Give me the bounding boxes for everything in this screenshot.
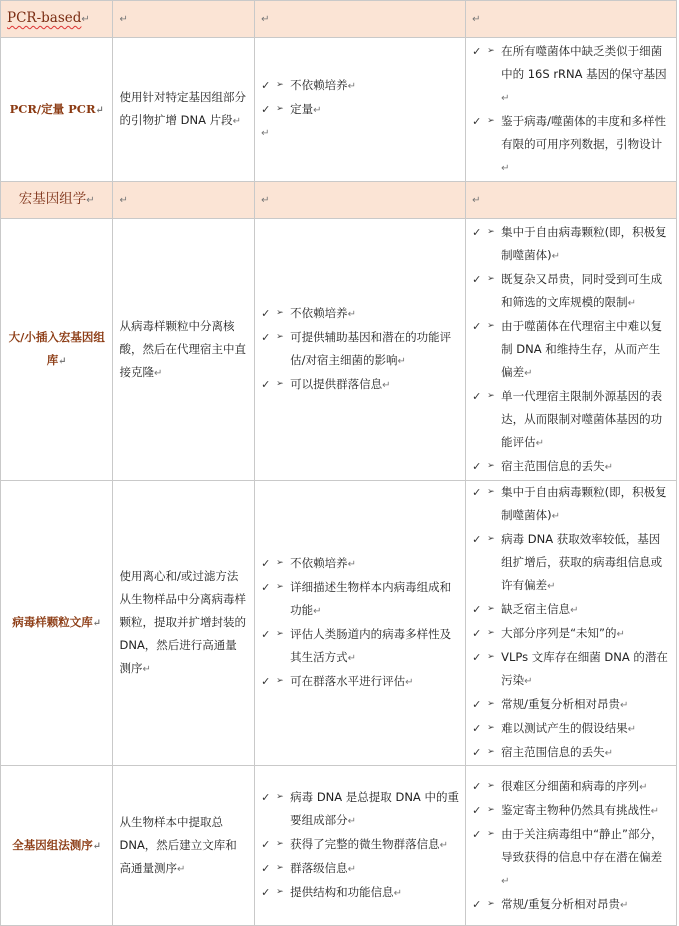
arrow-bullet-icon: ➢	[276, 792, 284, 802]
advantages-cell	[255, 38, 466, 182]
arrow-bullet-icon: ➢	[276, 629, 284, 639]
check-icon: ✓	[261, 791, 271, 804]
list-item-text: 宿主范围信息的丢失	[501, 458, 605, 473]
check-icon: ✓	[472, 897, 482, 911]
arrow-bullet-icon: ➢	[276, 332, 284, 342]
check-icon: ✓	[472, 627, 482, 640]
paragraph-mark: ↵	[619, 899, 629, 911]
list-item	[472, 741, 670, 765]
paragraph-mark: ↵	[313, 606, 322, 617]
check-icon: ✓	[261, 886, 271, 899]
paragraph-mark: ↵	[313, 105, 322, 116]
check-icon: ✓	[261, 675, 271, 688]
check-icon: ✓	[472, 827, 482, 841]
paragraph-mark: ↵	[551, 250, 560, 262]
advantages-cell	[255, 219, 466, 481]
check-icon: ✓	[472, 533, 482, 546]
method-row-pcr	[1, 38, 677, 182]
paragraph-mark: ↵	[524, 367, 533, 379]
list-item	[472, 693, 670, 717]
check-icon: ✓	[261, 307, 271, 320]
arrow-bullet-icon: ➢	[487, 226, 495, 237]
list-item-text: 集中于自由病毒颗粒(即，积极复制噬菌体)	[501, 224, 667, 262]
advantages-list	[261, 786, 459, 905]
arrow-bullet-icon: ➢	[487, 898, 495, 909]
check-icon: ✓	[472, 486, 482, 499]
check-icon: ✓	[472, 225, 482, 239]
arrow-bullet-icon: ➢	[276, 558, 284, 568]
list-item	[472, 598, 670, 622]
list-item-text: 病毒 DNA 获取效率较低，基因组扩增后，获取的病毒组信息或许有偏差	[501, 532, 663, 592]
method-name: PCR/定量 PCR↵	[1, 38, 113, 182]
check-icon: ✓	[472, 44, 482, 58]
paragraph-mark: ↵	[604, 461, 613, 473]
check-icon: ✓	[261, 103, 271, 116]
list-item-text: 在所有噬菌体中缺乏类似于细菌中的 16S rRNA 基因的保守基因	[501, 43, 667, 81]
list-item-text: 既复杂又昂贵，同时受到可生成和筛选的文库规模的限制	[501, 271, 663, 309]
paragraph-mark: ↵	[627, 724, 636, 735]
list-item-text: 难以测试产生的假设结果	[501, 721, 628, 735]
list-item-text: 由于噬菌体在代理宿主中难以复制 DNA 和维持生存，从而产生偏差	[501, 318, 663, 379]
paragraph-mark: ↵	[535, 437, 544, 449]
check-icon: ✓	[261, 79, 271, 92]
arrow-bullet-icon: ➢	[487, 390, 495, 401]
arrow-bullet-icon: ➢	[487, 320, 495, 331]
arrow-bullet-icon: ➢	[276, 308, 284, 318]
method-description: 使用针对特定基因组部分的引物扩增 DNA 片段↵	[113, 38, 255, 182]
list-item-text: 群落级信息	[290, 861, 348, 875]
section-row-metagenomics: 宏基因组学↵ ↵ ↵ ↵	[1, 182, 677, 219]
list-item	[261, 670, 459, 694]
list-item	[472, 221, 670, 268]
arrow-bullet-icon: ➢	[487, 780, 495, 791]
arrow-bullet-icon: ➢	[487, 460, 495, 471]
list-item	[261, 74, 459, 98]
list-item-text: 鉴于病毒/噬菌体的丰度和多样性有限的可用序列数据，引物设计	[501, 113, 666, 151]
list-item-text: 提供结构和功能信息	[290, 885, 394, 899]
arrow-bullet-icon: ➢	[487, 604, 495, 614]
arrow-bullet-icon: ➢	[487, 534, 495, 544]
list-item-text: 常规/重复分析相对昂贵	[501, 697, 620, 711]
check-icon: ✓	[472, 272, 482, 286]
list-item	[261, 786, 459, 833]
list-item	[472, 528, 670, 598]
list-item-text: 大部分序列是“未知”的	[501, 626, 617, 640]
arrow-bullet-icon: ➢	[487, 45, 495, 56]
list-item	[472, 717, 670, 741]
list-item-text: 评估人类肠道内的病毒多样性及其生活方式	[290, 627, 452, 664]
paragraph-mark: ↵	[501, 875, 510, 887]
arrow-bullet-icon: ➢	[276, 379, 284, 389]
list-item	[261, 576, 459, 623]
paragraph-mark: ↵	[501, 162, 510, 174]
arrow-bullet-icon: ➢	[487, 804, 495, 815]
list-item	[472, 799, 670, 823]
list-item-text: 宿主范围信息的丢失	[501, 745, 605, 759]
arrow-bullet-icon: ➢	[276, 863, 284, 873]
list-item-text: 病毒 DNA 是总提取 DNA 中的重要组成部分	[290, 790, 459, 827]
check-icon: ✓	[261, 557, 271, 570]
arrow-bullet-icon: ➢	[487, 828, 495, 839]
list-item-text: 单一代理宿主限制外源基因的表达，从而限制对噬菌体基因的功能评估	[501, 388, 663, 449]
list-item	[261, 833, 459, 857]
paragraph-mark: ↵	[347, 81, 357, 92]
check-icon: ✓	[472, 698, 482, 711]
paragraph-mark: ↵	[347, 559, 357, 570]
method-name: 全基因组法测序↵	[1, 766, 113, 926]
method-description: 使用离心和/或过滤方法从生物样品中分离病毒样颗粒，提取并扩增封装的 DNA，然后进行高通量测序↵	[113, 481, 255, 766]
limitations-list	[472, 221, 670, 479]
list-item-text: 可以提供群落信息	[290, 377, 383, 391]
paragraph-mark: ↵	[616, 629, 625, 640]
paragraph-mark: ↵	[439, 840, 449, 851]
paragraph-mark: ↵	[639, 781, 648, 793]
list-item	[472, 385, 670, 455]
check-icon: ✓	[261, 581, 271, 594]
method-row-insert-library	[1, 219, 677, 481]
list-item	[472, 268, 670, 315]
advantages-cell	[255, 766, 466, 926]
paragraph-mark: ↵	[397, 356, 406, 367]
check-icon: ✓	[472, 114, 482, 128]
paragraph-mark: ↵	[347, 309, 357, 320]
limitations-cell	[466, 38, 677, 182]
list-item	[472, 823, 670, 893]
method-name: 大/小插入宏基因组库↵	[1, 219, 113, 481]
section-title-pcr: PCR-based↵	[1, 1, 113, 38]
list-item	[472, 481, 670, 528]
list-item	[261, 881, 459, 905]
paragraph-mark: ↵	[347, 816, 357, 827]
arrow-bullet-icon: ➢	[487, 115, 495, 126]
arrow-bullet-icon: ➢	[487, 747, 495, 757]
paragraph-mark: ↵	[604, 748, 613, 759]
list-item-text: 由于关注病毒组中“静止”部分，导致获得的信息中存在潜在偏差	[501, 826, 663, 864]
list-item	[261, 326, 459, 373]
method-description: 从病毒样颗粒中分离核酸，然后在代理宿主中直接克隆↵	[113, 219, 255, 481]
paragraph-mark: ↵	[347, 864, 357, 875]
check-icon: ✓	[472, 319, 482, 333]
arrow-bullet-icon: ➢	[276, 676, 284, 686]
list-item-text: 集中于自由病毒颗粒(即，积极复制噬菌体)	[501, 485, 667, 522]
check-icon: ✓	[472, 722, 482, 735]
list-item-text: 很难区分细菌和病毒的序列	[501, 778, 640, 793]
list-item	[472, 455, 670, 479]
list-item-text: 可在群落水平进行评估	[290, 674, 406, 688]
list-item-text: 鉴定寄主物种仍然具有挑战性	[501, 802, 651, 817]
list-item-text: 可提供辅助基因和潜在的功能评估/对宿主细菌的影响	[290, 330, 452, 367]
list-item-text: 定量	[290, 102, 314, 116]
arrow-bullet-icon: ➢	[276, 80, 284, 90]
arrow-bullet-icon: ➢	[487, 652, 495, 662]
paragraph-mark: ↵	[261, 128, 270, 139]
arrow-bullet-icon: ➢	[276, 887, 284, 897]
check-icon: ✓	[261, 628, 271, 641]
arrow-bullet-icon: ➢	[487, 723, 495, 733]
limitations-list	[472, 775, 670, 917]
check-icon: ✓	[472, 389, 482, 403]
check-icon: ✓	[472, 779, 482, 793]
check-icon: ✓	[261, 331, 271, 344]
paragraph-mark: ↵	[551, 511, 560, 522]
list-item-text: 不依赖培养	[290, 78, 348, 92]
arrow-bullet-icon: ➢	[276, 839, 284, 849]
list-item	[472, 646, 670, 693]
check-icon: ✓	[261, 838, 271, 851]
list-item	[261, 302, 459, 326]
section-row-pcr: PCR-based↵ ↵ ↵ ↵	[1, 1, 677, 38]
limitations-cell	[466, 766, 677, 926]
section-title-metagenomics: 宏基因组学↵	[1, 182, 113, 219]
method-row-whole-genome	[1, 766, 677, 926]
limitations-cell	[466, 219, 677, 481]
check-icon: ✓	[472, 603, 482, 616]
list-item	[261, 373, 459, 397]
list-item	[261, 98, 459, 122]
paragraph-mark: ↵	[393, 888, 403, 899]
check-icon: ✓	[472, 459, 482, 473]
paragraph-mark: ↵	[347, 653, 357, 664]
list-item-text: 详细描述生物样本内病毒组成和功能	[290, 580, 452, 617]
advantages-list	[261, 74, 459, 122]
arrow-bullet-icon: ➢	[276, 104, 284, 114]
arrow-bullet-icon: ➢	[487, 699, 495, 709]
paragraph-mark: ↵	[501, 92, 510, 104]
list-item	[261, 552, 459, 576]
paragraph-mark: ↵	[570, 605, 579, 616]
arrow-bullet-icon: ➢	[487, 273, 495, 284]
limitations-cell	[466, 481, 677, 766]
check-icon: ✓	[261, 862, 271, 875]
paragraph-mark: ↵	[650, 805, 659, 817]
arrow-bullet-icon: ➢	[487, 487, 495, 497]
advantages-list	[261, 552, 459, 694]
check-icon: ✓	[472, 803, 482, 817]
list-item-text: 不依赖培养	[290, 556, 348, 570]
list-item	[472, 775, 670, 799]
list-item-text: 常规/重复分析相对昂贵	[501, 896, 620, 911]
list-item-text: VLPs 文库存在细菌 DNA 的潜在污染	[501, 650, 668, 687]
advantages-cell	[255, 481, 466, 766]
paragraph-mark: ↵	[627, 297, 636, 309]
list-item-text: 不依赖培养	[290, 306, 348, 320]
list-item	[261, 857, 459, 881]
paragraph-mark: ↵	[382, 380, 391, 391]
advantages-list	[261, 302, 459, 397]
limitations-list	[472, 40, 670, 180]
paragraph-mark: ↵	[405, 677, 414, 688]
list-item-text: 缺乏宿主信息	[501, 602, 571, 616]
list-item	[472, 315, 670, 385]
method-name: 病毒样颗粒文库↵	[1, 481, 113, 766]
check-icon: ✓	[472, 746, 482, 759]
check-icon: ✓	[472, 651, 482, 664]
arrow-bullet-icon: ➢	[487, 628, 495, 638]
list-item	[472, 893, 670, 917]
arrow-bullet-icon: ➢	[276, 582, 284, 592]
method-row-vlp-library	[1, 481, 677, 766]
list-item	[472, 40, 670, 110]
check-icon: ✓	[261, 378, 271, 391]
list-item	[261, 623, 459, 670]
paragraph-mark: ↵	[524, 676, 533, 687]
limitations-list	[472, 481, 670, 765]
paragraph-mark: ↵	[547, 581, 556, 592]
list-item	[472, 622, 670, 646]
list-item-text: 获得了完整的微生物群落信息	[290, 837, 440, 851]
paragraph-mark: ↵	[619, 700, 629, 711]
method-description: 从生物样本中提取总 DNA，然后建立文库和高通量测序↵	[113, 766, 255, 926]
list-item	[472, 110, 670, 180]
